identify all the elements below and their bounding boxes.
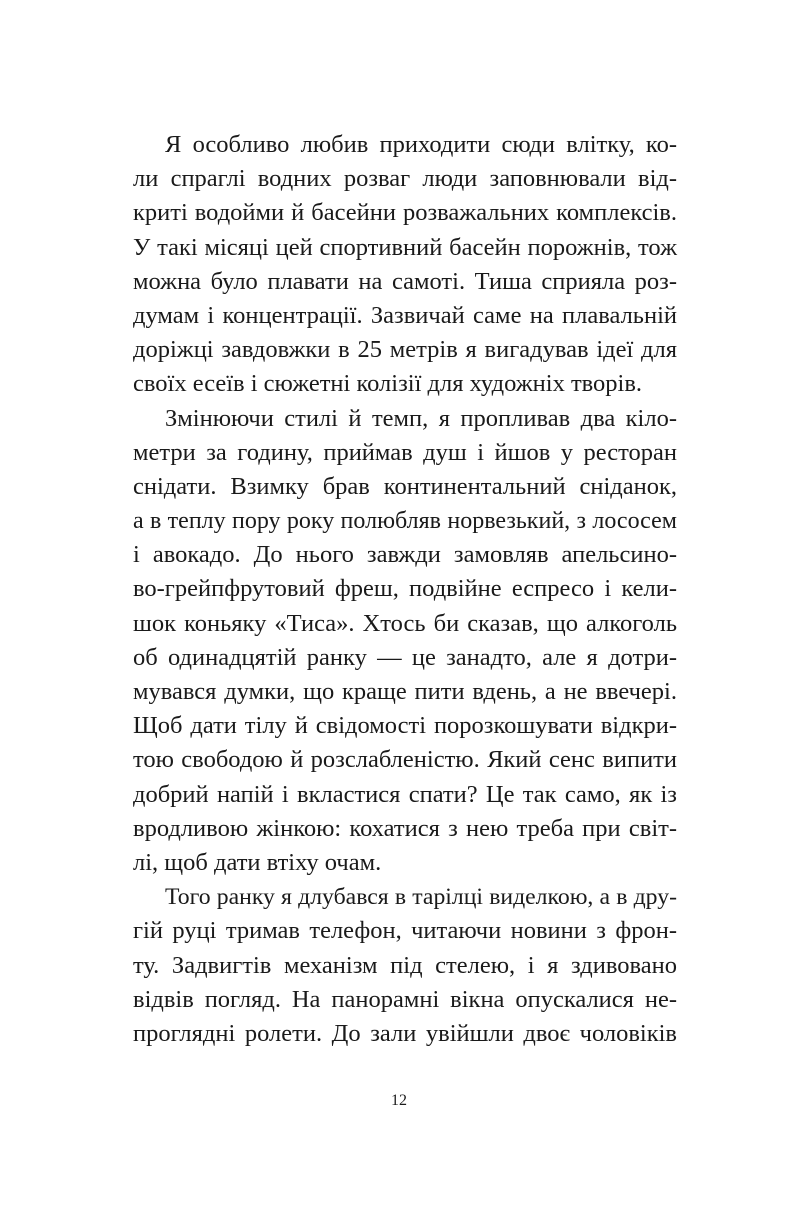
paragraph-1	[133, 128, 677, 402]
page-number: 12	[391, 1092, 407, 1109]
text-line: Змінюючи стилі й темп, я пропливав два кіло-	[165, 404, 677, 432]
text-line: проглядні ролети. До зали увійшли двоє чоловіків	[133, 1019, 677, 1047]
text-line: метри за годину, приймав душ і йшов у ресторан	[133, 438, 677, 466]
text-line: Я особливо любив приходити сюди влітку, ко-	[165, 131, 677, 158]
text-line: Щоб дати тілу й свідомості порозкошувати відкри-	[133, 712, 677, 740]
text-line: тою свободою й розслабленістю. Який сенс випити	[133, 746, 677, 774]
text-line: ту. Задвигтів механізм під стелею, і я здивовано	[133, 951, 677, 979]
text-line: снідати. Взимку брав континентальний сніданок,	[133, 472, 677, 500]
text-line: своїх есеїв і сюжетні колізії для художніх творів.	[133, 370, 643, 398]
text-line: Того ранку я длубався в тарілці виделкою, а в дру-	[165, 884, 677, 911]
text-line: відвів погляд. На панорамні вікна опускалися не-	[133, 985, 677, 1013]
paragraph-3	[133, 880, 677, 1051]
text-line: добрий напій і вкластися спати? Це так само, як із	[133, 780, 677, 808]
text-line: об одинадцятій ранку — це занадто, але я дотри-	[133, 643, 677, 671]
text-line: доріжці завдовжки в 25 метрів я вигадував ідеї для	[133, 336, 677, 364]
text-line: гій руці тримав телефон, читаючи новини з фрон-	[133, 917, 677, 945]
text-line: думам і концентрації. Зазвичай саме на плавальній	[133, 301, 677, 329]
text-line: можна було плавати на самоті. Тиша сприяла роз-	[133, 267, 677, 295]
text-line: У такі місяці цей спортивний басейн порожнів, тож	[133, 233, 677, 261]
text-line: ли спраглі водних розваг люди заповнювали від-	[133, 165, 677, 193]
text-line: і авокадо. До нього завжди замовляв апельсино-	[133, 541, 677, 569]
text-line: лі, щоб дати втіху очам.	[133, 848, 382, 876]
text-line: криті водойми й басейни розважальних комплексів.	[133, 199, 677, 227]
text-line: вродливою жінкою: кохатися з нею треба при світ-	[133, 814, 677, 842]
paragraph-2	[133, 402, 677, 881]
text-line: шок коньяку «Тиса». Хтось би сказав, що алкоголь	[133, 609, 677, 637]
body-text	[133, 128, 677, 1051]
text-line: во-грейпфрутовий фреш, подвійне еспресо і кели-	[133, 575, 677, 603]
text-line: мувався думки, що краще пити вдень, а не ввечері.	[133, 678, 677, 705]
text-line: а в теплу пору року полюбляв норвезький, з лососем	[133, 508, 677, 535]
